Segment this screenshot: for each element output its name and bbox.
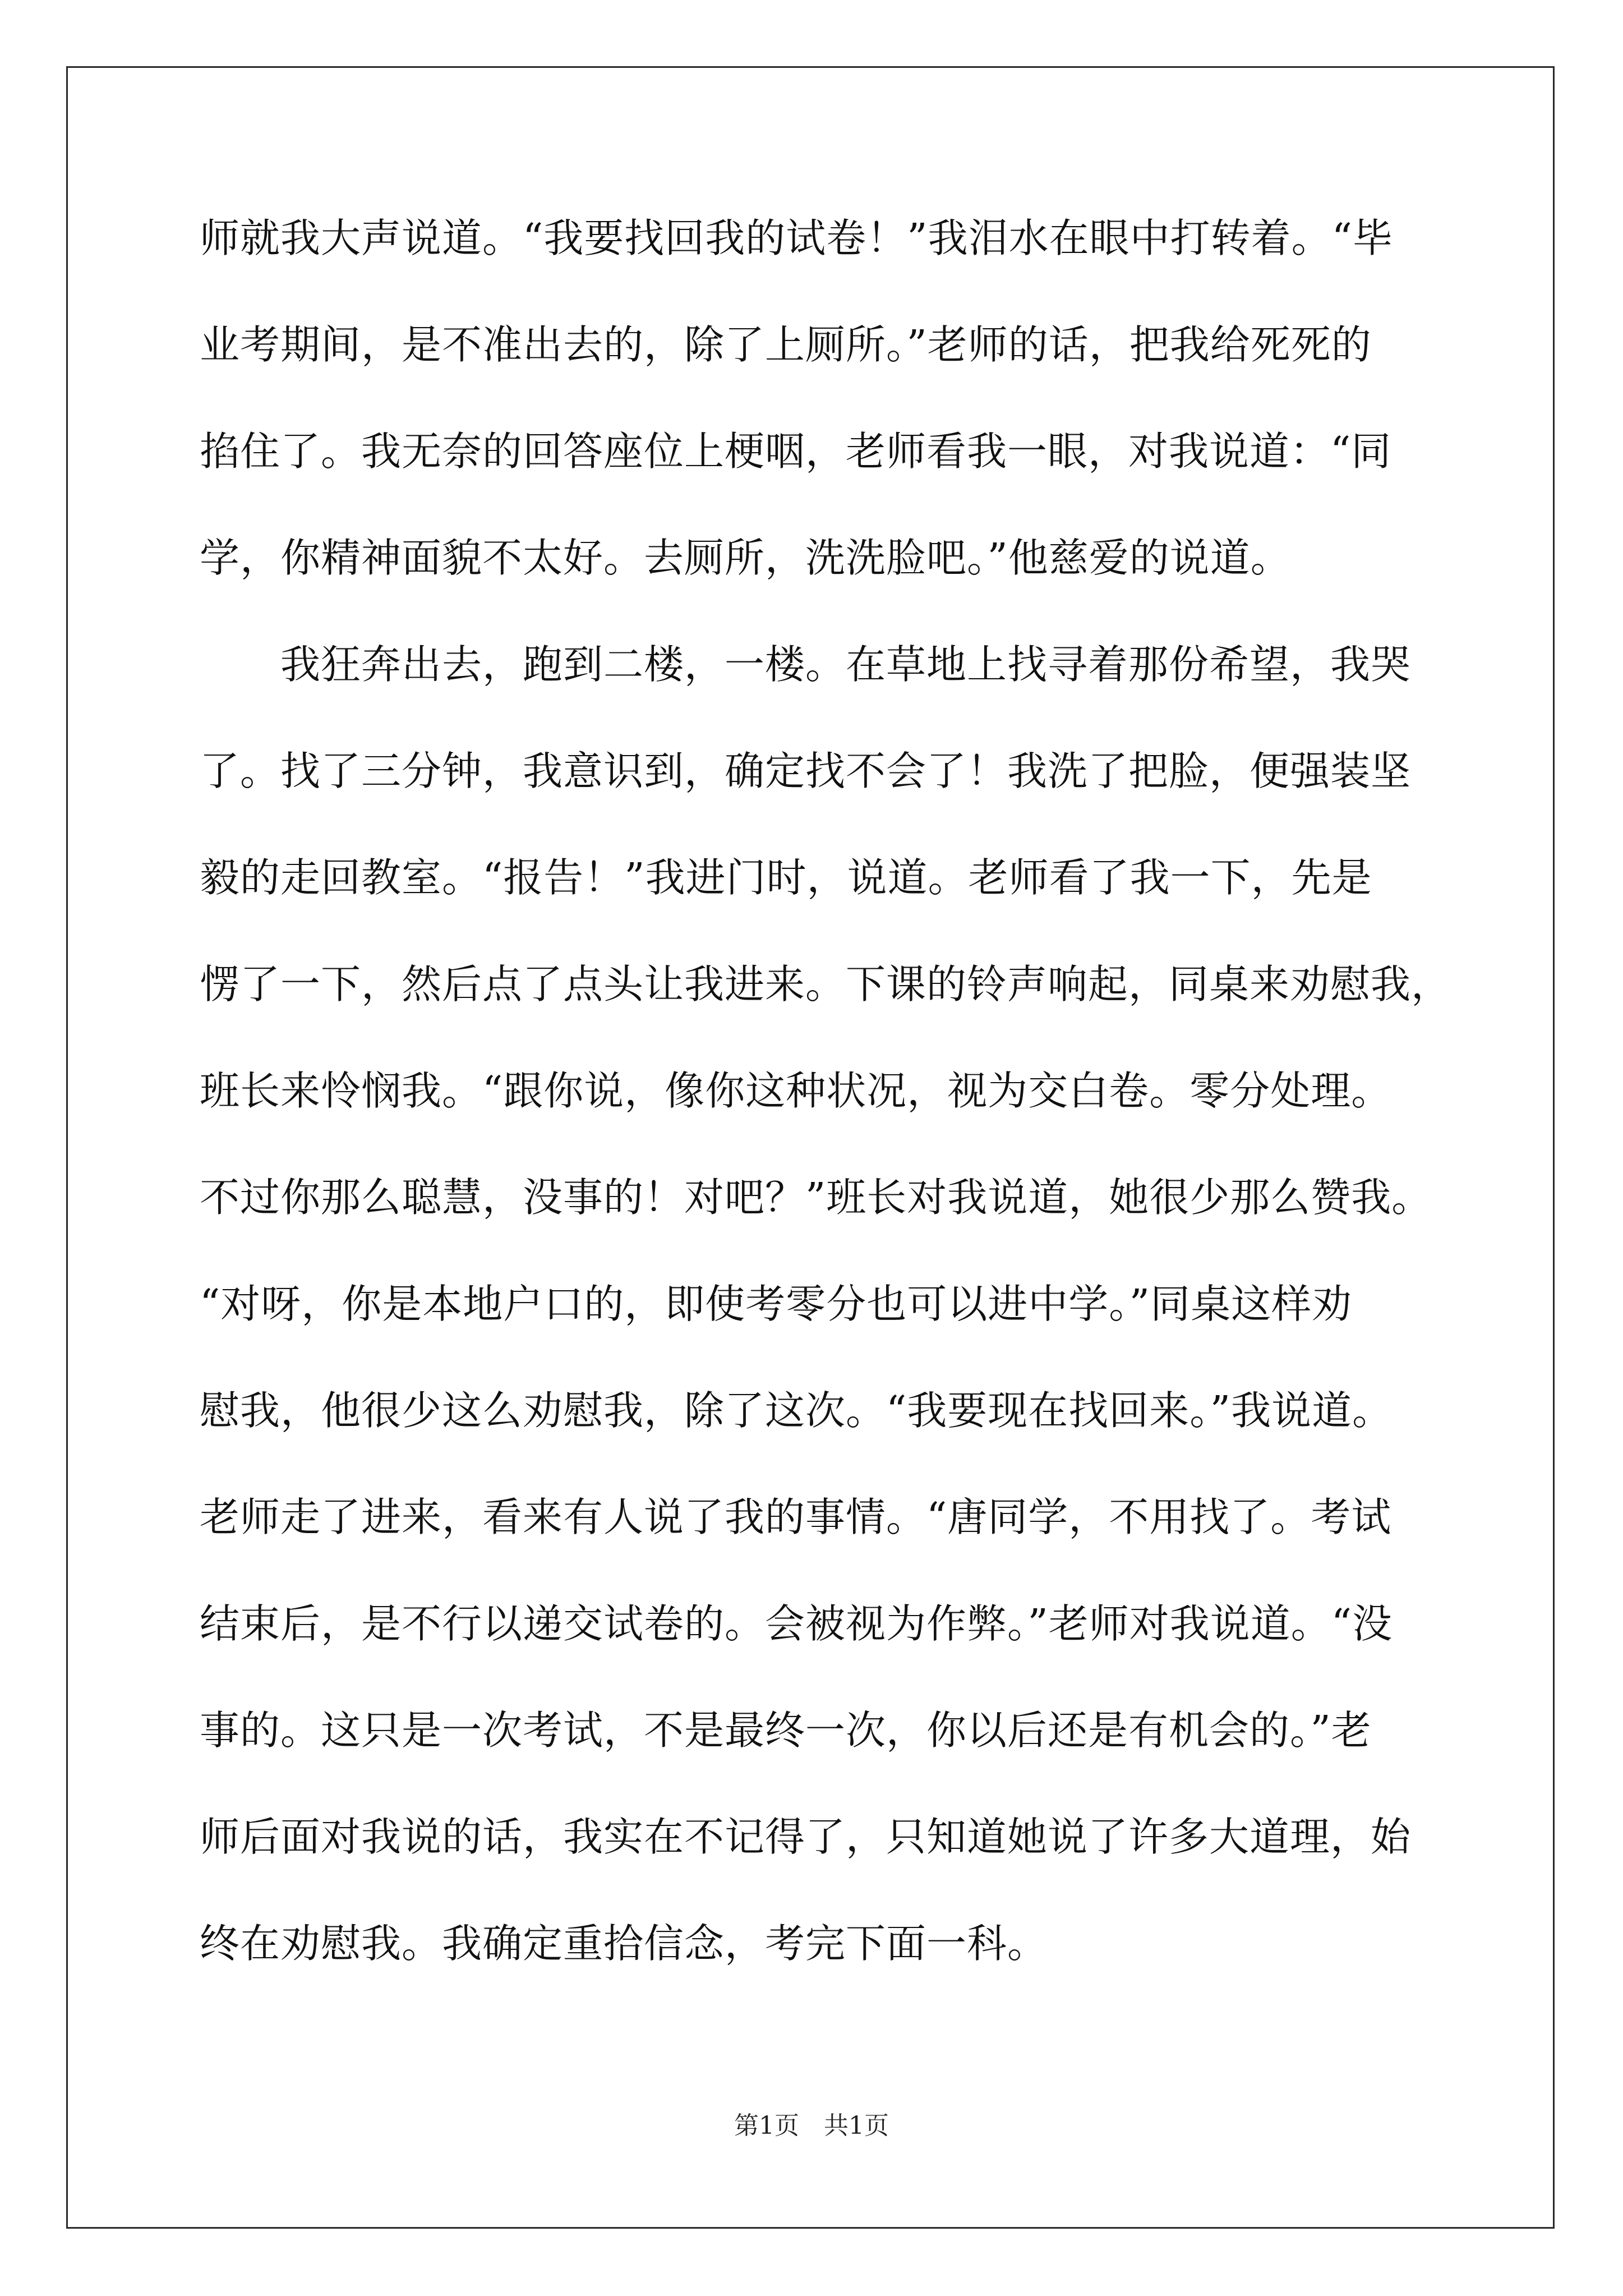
body-text-line: 师就我大声说道。“我要找回我的试卷！”我泪水在眼中打转着。“毕 (200, 215, 1393, 261)
body-text-line: 事的。这只是一次考试，不是最终一次，你以后还是有机会的。”老 (200, 1707, 1372, 1754)
body-text-line: 学，你精神面貌不太好。去厕所，洗洗脸吧。”他慈爱的说道。 (200, 535, 1291, 581)
body-text-line: 掐住了。我无奈的回答座位上梗咽，老师看我一眼，对我说道：“同 (200, 428, 1392, 475)
body-text-line: 不过你那么聪慧，没事的！对吧？”班长对我说道，她很少那么赞我。 (200, 1174, 1432, 1221)
page-frame (66, 66, 1555, 2229)
body-text-line: 业考期间，是不准出去的，除了上厕所。”老师的话，把我给死死的 (200, 321, 1372, 368)
body-text-line: 愣了一下，然后点了点头让我进来。下课的铃声响起，同桌来劝慰我， (200, 961, 1452, 1007)
body-text-line: “对呀，你是本地户口的，即使考零分也可以进中学。”同桌这样劝 (200, 1281, 1353, 1327)
body-text-line: 班长来怜悯我。“跟你说，像你这种状况，视为交白卷。零分处理。 (200, 1068, 1392, 1114)
body-text-line: 结束后，是不行以递交试卷的。会被视为作弊。”老师对我说道。“没 (200, 1600, 1393, 1647)
body-text-line: 老师走了进来，看来有人说了我的事情。“唐同学，不用找了。考试 (200, 1494, 1392, 1540)
body-text-line: 慰我，他很少这么劝慰我，除了这次。“我要现在找回来。”我说道。 (200, 1387, 1393, 1434)
body-text-line: 我狂奔出去，跑到二楼，一楼。在草地上找寻着那份希望，我哭 (200, 641, 1412, 688)
body-text-line: 了。找了三分钟，我意识到，确定找不会了！我洗了把脸，便强装坚 (200, 748, 1412, 794)
body-text-line: 毅的走回教室。“报告！”我进门时，说道。老师看了我一下，先是 (200, 854, 1372, 901)
body-text-line: 师后面对我说的话，我实在不记得了，只知道她说了许多大道理，始 (200, 1814, 1412, 1860)
page-footer: 第1页 共1页 (734, 2111, 889, 2140)
body-text-line: 终在劝慰我。我确定重拾信念，考完下面一科。 (200, 1920, 1048, 1967)
